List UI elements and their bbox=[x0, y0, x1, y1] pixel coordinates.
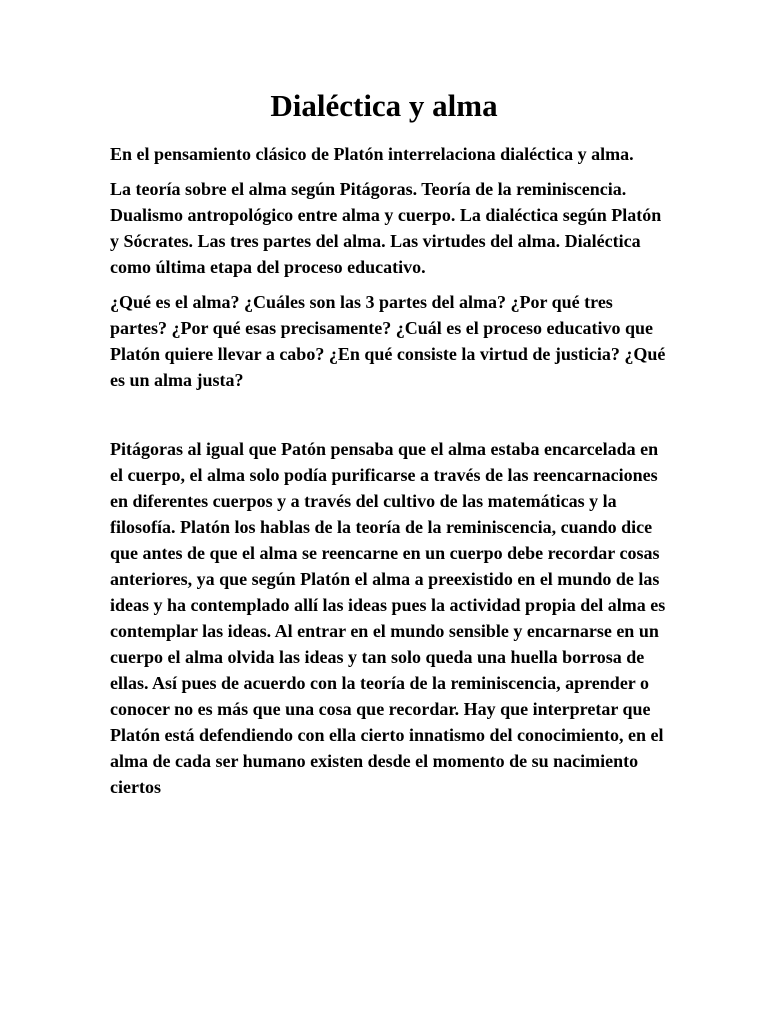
paragraph-pitagoras: Pitágoras al igual que Patón pensaba que el alma estaba encarcelada en el cuerpo, el alma solo podía purificarse a través de las reencarnaciones en diferentes cuerpos y a través del cultivo de las matemáticas y la filosofía. Platón los hablas de la teoría de la reminiscencia, cuando dice que antes de que el alma se reencarne en un cuerpo debe recordar cosas anteriores, ya que según Platón el alma a preexistido en el mundo de las ideas y ha contemplado allí las ideas pues la actividad propia del alma es contemplar las ideas. Al entrar en el mundo sensible y encarnarse en un cuerpo el alma olvida las ideas y tan solo queda una huella borrosa de ellas. Así pues de acuerdo con la teoría de la reminiscencia, aprender o conocer no es más que una cosa que recordar. Hay que interpretar que Platón está defendiendo con ella cierto innatismo del conocimiento, en el alma de cada ser humano existen desde el momento de su nacimiento ciertos bbox=[110, 439, 666, 797]
paragraph-topics: La teoría sobre el alma según Pitágoras. Teoría de la reminiscencia. Dualismo antropológico entre alma y cuerpo. La dialéctica según Platón y Sócrates. Las tres partes del alma. Las virtudes del alma. Dialéctica como última etapa del proceso educativo. bbox=[110, 179, 662, 277]
paragraph-questions: ¿Qué es el alma? ¿Cuáles son las 3 partes del alma? ¿Por qué tres partes? ¿Por qué esas precisamente? ¿Cuál es el proceso educativo que Platón quiere llevar a cabo? ¿En qué consiste la virtud de justicia? ¿Qué es un alma justa? bbox=[110, 292, 666, 390]
document-title: Dialéctica y alma bbox=[270, 88, 498, 123]
paragraph-intro: En el pensamiento clásico de Platón interrelaciona dialéctica y alma. bbox=[110, 144, 634, 164]
document-body bbox=[110, 141, 670, 809]
